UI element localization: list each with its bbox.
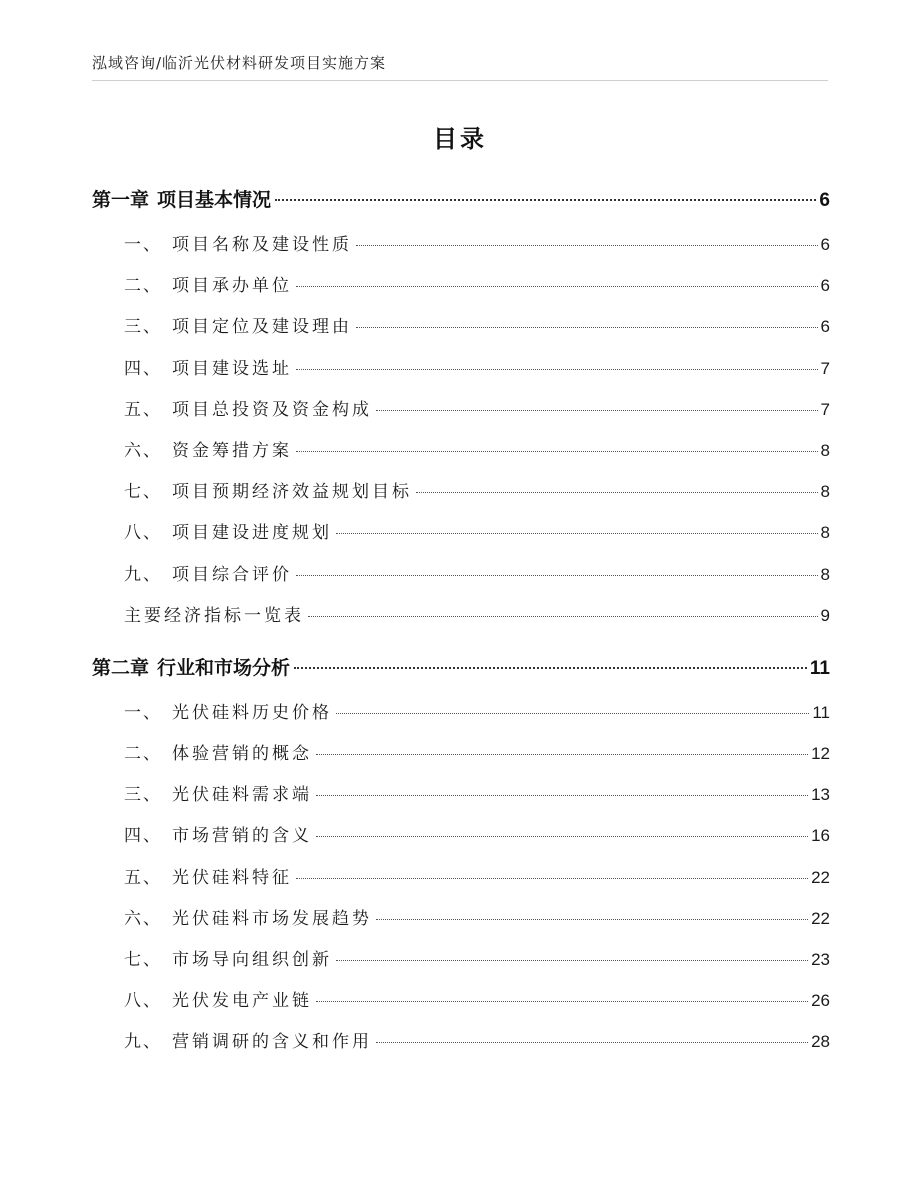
toc-entry-label: 项目基本情况: [157, 189, 272, 211]
toc-dot-leader: [294, 667, 807, 669]
toc-entry-label: 项目建设选址: [172, 358, 292, 379]
toc-section-link[interactable]: [124, 518, 830, 543]
toc-entry-label: 市场营销的含义: [172, 826, 312, 847]
toc-entry-number: 二、: [124, 744, 162, 764]
toc-section-link[interactable]: [124, 395, 830, 420]
toc-entry-number: 六、: [124, 908, 162, 929]
toc-dot-leader: [296, 575, 818, 576]
toc-entry-number: 二、: [124, 276, 162, 297]
toc-section-link[interactable]: [124, 312, 830, 337]
toc-entry-label: 项目名称及建设性质: [172, 235, 352, 255]
toc-section-link[interactable]: [124, 560, 830, 585]
toc-section-link[interactable]: [124, 601, 830, 626]
toc-entry-number: 四、: [124, 826, 162, 847]
toc-dot-leader: [296, 369, 818, 370]
toc-entry-label: 体验营销的概念: [172, 744, 312, 764]
toc-page-number: 28: [811, 1032, 830, 1052]
toc-entry-number: 九、: [124, 1032, 162, 1053]
toc-section-link[interactable]: [124, 821, 830, 846]
toc-page-number: 6: [819, 190, 830, 211]
toc-section-link[interactable]: [124, 354, 830, 379]
toc-page-number: 12: [811, 744, 830, 763]
toc-entry-number: 七、: [124, 482, 162, 503]
toc-entry-number: 三、: [124, 785, 162, 806]
toc-page-number: 8: [820, 564, 830, 584]
toc-page-number: 8: [820, 441, 830, 460]
toc-dot-leader: [376, 410, 818, 411]
toc-section-link[interactable]: [124, 1027, 830, 1052]
toc-page-number: 13: [811, 785, 830, 805]
toc-section-link[interactable]: [124, 436, 830, 461]
toc-entry-number: 五、: [124, 867, 162, 888]
toc-dot-leader: [416, 492, 818, 493]
toc-chapter-link[interactable]: [92, 653, 830, 680]
toc-entry-label: 项目预期经济效益规划目标: [172, 482, 412, 503]
toc-dot-leader: [376, 919, 808, 920]
toc-dot-leader: [336, 960, 808, 961]
toc-section-link[interactable]: [124, 230, 830, 255]
toc-section-link[interactable]: [124, 904, 830, 929]
toc-page-number: 22: [811, 908, 830, 928]
toc-entry-label: 光伏发电产业链: [172, 991, 312, 1012]
toc-entry-label: 主要经济指标一览表: [124, 605, 304, 626]
toc-section-link[interactable]: [124, 271, 830, 296]
toc-dot-leader: [275, 199, 816, 201]
toc-chapter-link[interactable]: [92, 185, 830, 212]
toc-section-link[interactable]: [124, 477, 830, 502]
running-header: 泓域咨询/临沂光伏材料研发项目实施方案: [92, 54, 387, 72]
toc-entry-label: 项目综合评价: [172, 564, 292, 585]
toc-dot-leader: [336, 533, 818, 534]
toc-entry-number: 八、: [124, 991, 162, 1012]
toc-entry-number: 四、: [124, 358, 162, 379]
toc-page-number: 6: [820, 235, 830, 254]
toc-section-link[interactable]: [124, 863, 830, 888]
toc-dot-leader: [336, 713, 809, 714]
toc-section-link[interactable]: [124, 698, 830, 723]
toc-page-number: 9: [820, 605, 830, 625]
toc-entry-label: 光伏硅料需求端: [172, 785, 312, 806]
toc-entry-number: 九、: [124, 564, 162, 585]
toc-entry-number: 第一章: [92, 189, 150, 211]
toc-entry-label: 光伏硅料特征: [172, 867, 292, 888]
toc-entry-label: 光伏硅料市场发展趋势: [172, 908, 372, 929]
toc-page-number: 11: [809, 657, 830, 679]
toc-entry-number: 三、: [124, 317, 162, 338]
toc-dot-leader: [296, 878, 808, 879]
toc-dot-leader: [316, 795, 808, 796]
toc-page-number: 11: [812, 702, 830, 722]
toc-dot-leader: [376, 1042, 808, 1043]
toc-entry-label: 行业和市场分析: [157, 656, 291, 679]
toc-entry-label: 项目建设进度规划: [172, 523, 332, 544]
toc-section-link[interactable]: [124, 986, 830, 1011]
toc-section-link[interactable]: [124, 780, 830, 805]
toc-dot-leader: [316, 836, 808, 837]
toc-page-number: 8: [820, 482, 830, 502]
toc-page-number: 6: [820, 276, 830, 296]
toc-dot-leader: [296, 451, 818, 452]
table-of-contents: [92, 0, 830, 1191]
toc-entry-label: 项目定位及建设理由: [172, 317, 352, 338]
toc-page-number: 6: [820, 317, 830, 337]
toc-entry-label: 光伏硅料历史价格: [172, 702, 332, 723]
toc-entry-number: 七、: [124, 950, 162, 970]
toc-page-number: 22: [811, 867, 830, 887]
toc-entry-number: 五、: [124, 399, 162, 420]
toc-dot-leader: [356, 327, 818, 328]
toc-page-number: 16: [811, 826, 830, 846]
toc-entry-number: 八、: [124, 523, 162, 544]
toc-entry-label: 项目总投资及资金构成: [172, 399, 372, 420]
toc-entry-number: 第二章: [92, 656, 150, 679]
toc-dot-leader: [316, 754, 808, 755]
toc-entry-number: 一、: [124, 702, 162, 723]
toc-entry-label: 项目承办单位: [172, 276, 292, 297]
toc-page-number: 7: [820, 358, 830, 378]
page-title: 目录: [433, 125, 487, 153]
toc-page-number: 8: [820, 523, 830, 543]
toc-dot-leader: [356, 245, 818, 246]
toc-section-link[interactable]: [124, 945, 830, 970]
toc-page-number: 26: [811, 991, 830, 1011]
toc-dot-leader: [308, 616, 818, 617]
toc-entry-number: 六、: [124, 441, 162, 461]
toc-entry-label: 市场导向组织创新: [172, 950, 332, 970]
toc-page-number: 7: [820, 399, 830, 419]
toc-entry-label: 营销调研的含义和作用: [172, 1032, 372, 1053]
toc-dot-leader: [316, 1001, 808, 1002]
toc-section-link[interactable]: [124, 739, 830, 764]
toc-entry-number: 一、: [124, 235, 162, 255]
toc-dot-leader: [296, 286, 818, 287]
toc-page-number: 23: [811, 950, 830, 969]
toc-entry-label: 资金筹措方案: [172, 441, 292, 461]
